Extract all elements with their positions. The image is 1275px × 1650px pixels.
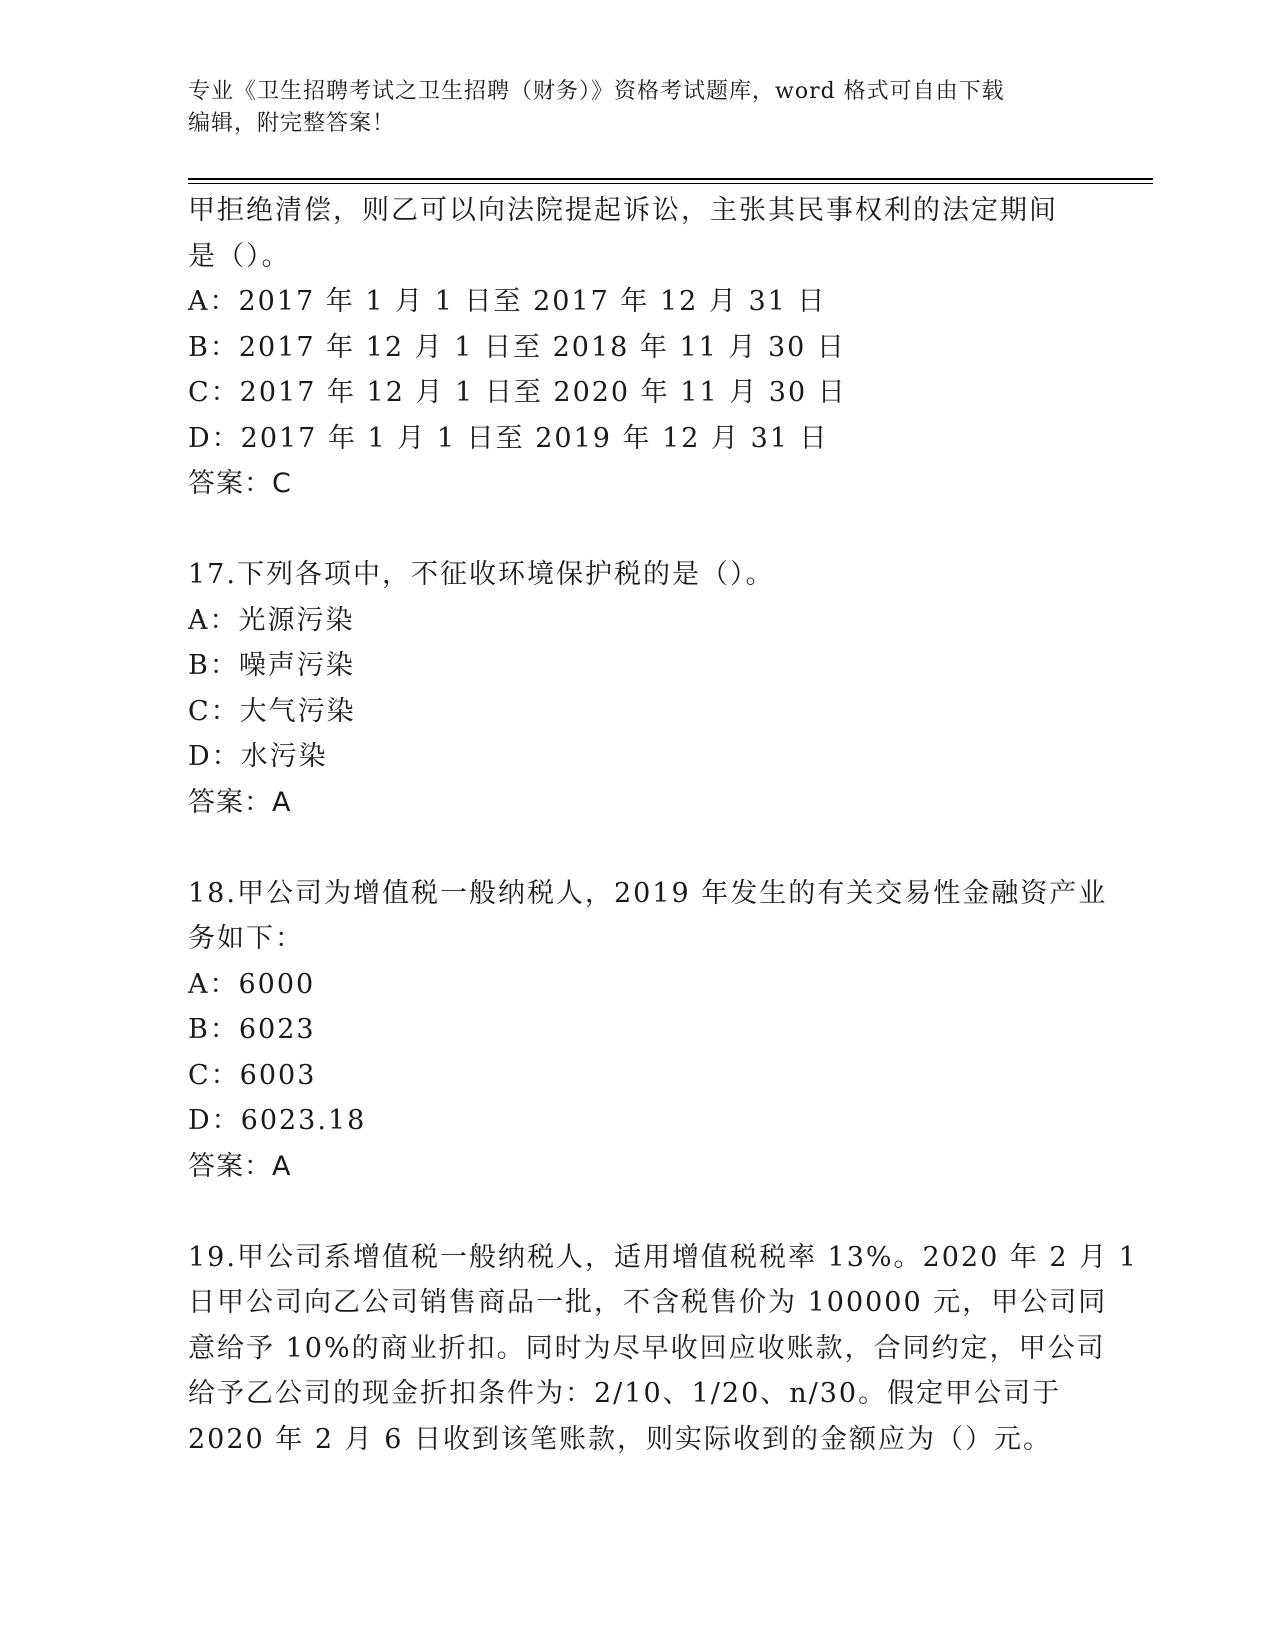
question-17 — [188, 552, 1088, 825]
document-body — [188, 188, 1138, 1462]
answer: 答案：C — [188, 468, 292, 499]
question-stem: 甲拒绝清偿，则乙可以向法院提起诉讼，主张其民事权利的法定期间 — [188, 195, 1058, 226]
header-rule-thick — [188, 178, 1153, 180]
spacer — [188, 507, 1088, 553]
answer: 答案：A — [188, 1150, 292, 1182]
question-19 — [188, 1235, 1138, 1463]
option-c: C：6003 — [188, 1059, 317, 1091]
option-d: D：6023.18 — [188, 1105, 367, 1136]
option-a: A：6000 — [188, 968, 316, 1000]
option-a: A：2017 年 1 月 1 日至 2017 年 12 月 31 日 — [188, 286, 827, 317]
option-b: B：2017 年 12 月 1 日至 2018 年 11 月 30 日 — [188, 331, 846, 363]
option-b: B：噪声污染 — [188, 650, 355, 681]
question-stem: 2020 年 2 月 6 日收到该笔账款，则实际收到的金额应为（）元。 — [188, 1423, 1052, 1455]
question-stem: 给予乙公司的现金折扣条件为：2/10、1/20、n/30。假定甲公司于 — [188, 1378, 1062, 1409]
option-b: B：6023 — [188, 1014, 316, 1045]
spacer — [188, 1189, 1088, 1235]
question-stem: 意给予 10%的商业折扣。同时为尽早收回应收账款，合同约定，甲公司 — [188, 1332, 1106, 1364]
question-stem: 19.甲公司系增值税一般纳税人，适用增值税税率 13%。2020 年 2 月 1 — [188, 1241, 1138, 1273]
header-rule-thin — [188, 183, 1153, 184]
answer: 答案：A — [188, 786, 292, 818]
document-header — [188, 76, 1088, 140]
question-18 — [188, 871, 1108, 1190]
question-stem: 务如下： — [188, 923, 304, 954]
option-c: C：2017 年 12 月 1 日至 2020 年 11 月 30 日 — [188, 377, 847, 408]
question-stem: 17.下列各项中，不征收环境保护税的是（）。 — [188, 559, 775, 590]
option-d: D：2017 年 1 月 1 日至 2019 年 12 月 31 日 — [188, 422, 829, 454]
header-line-2: 编辑，附完整答案！ — [188, 111, 396, 136]
spacer — [188, 825, 1088, 871]
option-c: C：大气污染 — [188, 695, 356, 727]
option-d: D：水污染 — [188, 741, 328, 772]
option-a: A：光源污染 — [188, 604, 355, 636]
question-stem: 18.甲公司为增值税一般纳税人，2019 年发生的有关交易性金融资产业 — [188, 877, 1108, 909]
question-16 — [188, 188, 1088, 507]
question-stem: 是（）。 — [188, 240, 291, 272]
header-line-1: 专业《卫生招聘考试之卫生招聘（财务）》资格考试题库，word 格式可自由下载 — [188, 79, 1005, 104]
question-stem: 日甲公司向乙公司销售商品一批，不含税售价为 100000 元，甲公司同 — [188, 1287, 1108, 1318]
